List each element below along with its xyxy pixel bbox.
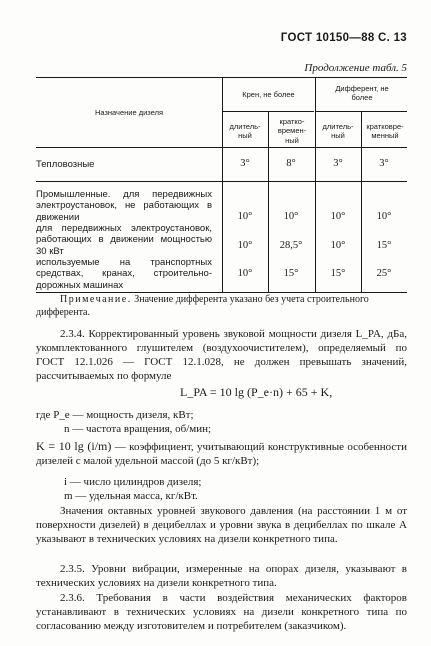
where-k-desc: — коэффициент, учитывающий конструктивные особенности дизелей с малой удельной массой (до 5 кг/кВт); [36,441,408,467]
table-note [36,293,407,319]
cell: 10° [237,240,253,251]
paragraph-2-3-5: 2.3.5. Уровни вибрации, измеренные на опорах дизеля, указывают в технических условиях на дизели конкретного типа. [36,563,407,589]
cell: 15° [376,240,392,251]
cell: 8° [286,158,296,169]
col-divider-4 [361,111,362,292]
cell: 28,5° [279,240,303,251]
col-header-kren: Крен, не более [242,90,295,99]
where-i: i — число цилиндров дизеля; [64,476,202,488]
sub-header-kren-short: кратко-времен-ный [277,117,307,145]
cell: 25° [376,268,392,279]
where-pe: где P_e — мощность дизеля, кВт; [36,409,194,421]
col-divider-3 [315,77,316,292]
cell: 10° [237,268,253,279]
row-label-teplovoz: Тепловозные [36,159,95,170]
cell: 3° [379,158,389,169]
formula-lpa: L_PA = 10 lg (P_e·n) + 65 + K, [180,385,333,399]
cell: 3° [333,158,343,169]
formula-k: K = 10 lg (i/m) [36,439,112,453]
cell: 10° [330,211,346,222]
row-label-promyshl-1: Промышленные. для передвижных электроустановок, не работающих в движении [36,189,212,223]
cell: 15° [283,268,299,279]
cell: 10° [237,211,253,222]
col-divider-1 [222,77,223,292]
row-label-promyshl-3: используемые на транспортных средствах, кранах, строительно-дорожных машинах [36,257,212,291]
note-heading: Примечание. [60,294,132,305]
cell: 3° [240,158,250,169]
paragraph-2-3-4: 2.3.4. Корректированный уровень звуковой мощности дизеля L_PA, дБа, укомплектованного глушителем (воздухоочистителем), определяемый по ГОСТ 12.1.026 — ГОСТ 12.1.028, не должен превышать значений, рассчитываемых по формуле [36,328,407,382]
sub-header-diff-short: кратковре-менный [366,122,404,141]
where-n: n — частота вращения, об/мин; [64,423,212,435]
note-body: Значение дифферента указано без учета строительного дифферента. [36,294,369,318]
row-label-promyshl-2: для передвижных электроустановок, работающих в движении мощностью 30 кВт [36,223,212,257]
col-header-purpose: Назначение дизеля [94,108,164,117]
where-k [36,439,407,468]
page-header: ГОСТ 10150—88 С. 13 [280,32,407,44]
cell: 10° [330,240,346,251]
where-m: m — удельная масса, кг/кВт. [64,490,198,502]
cell: 10° [376,211,392,222]
paragraph-octave: Значения октавных уровней звукового давления (на расстоянии 1 м от поверхности дизелей) в децибеллах и уровни звука в децибеллах по шкале А указывают в технических условиях на дизели конкретного типа. [36,505,407,545]
paragraph-2-3-6: 2.3.6. Требования в части воздействия механических факторов устанавливают в технических условиях на дизели конкретного типа по согласованию между изготовителем и потребителем (заказчиком). [36,592,407,632]
sub-header-diff-long: длитель-ный [322,122,354,141]
sub-header-kren-long: длитель-ный [229,122,261,141]
cell: 15° [330,268,346,279]
col-header-diff: Дифферент, не более [335,84,389,103]
cell: 10° [283,211,299,222]
table-continuation-label: Продолжение табл. 5 [304,62,407,74]
col-divider-2 [268,111,269,292]
